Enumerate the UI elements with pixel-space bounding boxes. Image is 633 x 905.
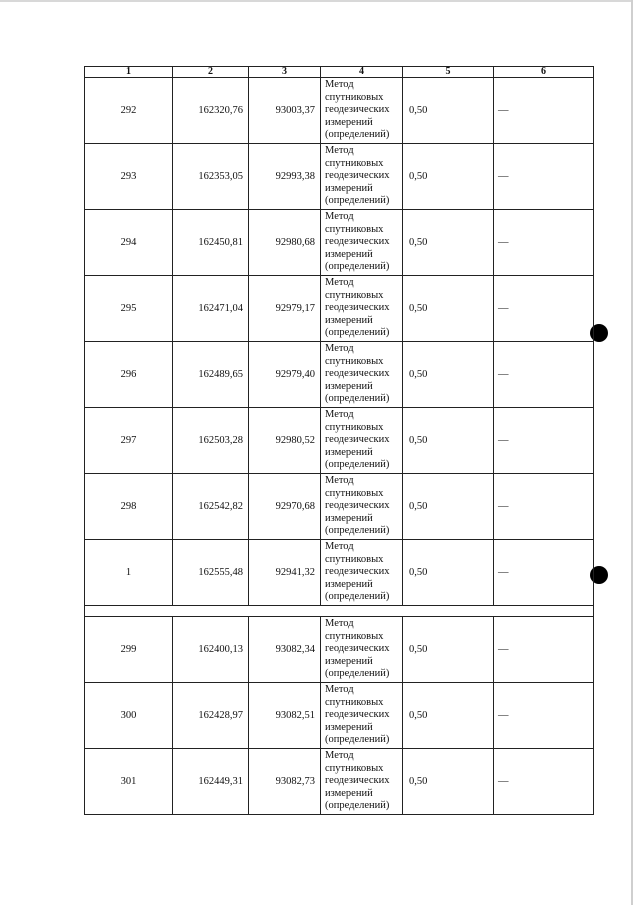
accuracy-cell: 0,50 (403, 749, 494, 815)
point-number-cell: 296 (85, 342, 173, 408)
table-row (85, 342, 594, 408)
coordinate-y-cell: 92980,52 (249, 408, 321, 474)
coordinate-x-cell: 162320,76 (173, 78, 249, 144)
note-cell: — (494, 408, 594, 474)
method-text: Метод спутниковых геодезических измерений (определений) (325, 475, 390, 537)
method-text: Метод спутниковых геодезических измерений (определений) (325, 145, 390, 207)
coordinate-y-cell: 92979,40 (249, 342, 321, 408)
table-row (85, 408, 594, 474)
coordinates-table (84, 66, 594, 815)
table-header-row (85, 67, 594, 78)
method-cell (321, 617, 403, 683)
method-text: Метод спутниковых геодезических измерений (определений) (325, 277, 390, 339)
method-text: Метод спутниковых геодезических измерений (определений) (325, 409, 390, 471)
column-header: 2 (173, 67, 249, 78)
note-cell: — (494, 749, 594, 815)
point-number-cell: 299 (85, 617, 173, 683)
note-cell: — (494, 474, 594, 540)
method-cell (321, 683, 403, 749)
accuracy-cell: 0,50 (403, 683, 494, 749)
method-cell (321, 474, 403, 540)
note-cell: — (494, 540, 594, 606)
table-row (85, 276, 594, 342)
note-cell: — (494, 144, 594, 210)
point-number-cell: 295 (85, 276, 173, 342)
method-cell (321, 144, 403, 210)
coordinate-y-cell: 92941,32 (249, 540, 321, 606)
note-cell: — (494, 276, 594, 342)
coordinate-x-cell: 162503,28 (173, 408, 249, 474)
method-text: Метод спутниковых геодезических измерений (определений) (325, 211, 390, 273)
method-cell (321, 540, 403, 606)
coordinate-x-cell: 162471,04 (173, 276, 249, 342)
method-cell (321, 210, 403, 276)
group-separator-row (85, 606, 594, 617)
coordinate-y-cell: 93082,73 (249, 749, 321, 815)
coordinate-x-cell: 162400,13 (173, 617, 249, 683)
method-text: Метод спутниковых геодезических измерений (определений) (325, 79, 390, 141)
coordinate-x-cell: 162542,82 (173, 474, 249, 540)
accuracy-cell: 0,50 (403, 276, 494, 342)
coordinate-y-cell: 92993,38 (249, 144, 321, 210)
accuracy-cell: 0,50 (403, 144, 494, 210)
coordinate-y-cell: 93003,37 (249, 78, 321, 144)
method-text: Метод спутниковых геодезических измерений (определений) (325, 750, 390, 812)
method-text: Метод спутниковых геодезических измерений (определений) (325, 684, 390, 746)
point-number-cell: 292 (85, 78, 173, 144)
accuracy-cell: 0,50 (403, 210, 494, 276)
coordinate-y-cell: 93082,51 (249, 683, 321, 749)
accuracy-cell: 0,50 (403, 617, 494, 683)
method-cell (321, 408, 403, 474)
column-header: 1 (85, 67, 173, 78)
table-row (85, 540, 594, 606)
method-cell (321, 78, 403, 144)
column-header: 3 (249, 67, 321, 78)
accuracy-cell: 0,50 (403, 408, 494, 474)
method-cell (321, 276, 403, 342)
note-cell: — (494, 78, 594, 144)
point-number-cell: 298 (85, 474, 173, 540)
note-cell: — (494, 683, 594, 749)
coordinate-x-cell: 162449,31 (173, 749, 249, 815)
accuracy-cell: 0,50 (403, 540, 494, 606)
method-text: Метод спутниковых геодезических измерений (определений) (325, 541, 390, 603)
coordinate-x-cell: 162489,65 (173, 342, 249, 408)
point-number-cell: 294 (85, 210, 173, 276)
accuracy-cell: 0,50 (403, 78, 494, 144)
coordinate-y-cell: 93082,34 (249, 617, 321, 683)
coordinate-x-cell: 162428,97 (173, 683, 249, 749)
coordinate-x-cell: 162555,48 (173, 540, 249, 606)
coordinate-y-cell: 92970,68 (249, 474, 321, 540)
table-row (85, 749, 594, 815)
coordinate-x-cell: 162450,81 (173, 210, 249, 276)
point-number-cell: 300 (85, 683, 173, 749)
accuracy-cell: 0,50 (403, 474, 494, 540)
method-cell (321, 342, 403, 408)
coordinate-y-cell: 92980,68 (249, 210, 321, 276)
separator-cell (85, 606, 594, 617)
table-row (85, 78, 594, 144)
note-cell: — (494, 342, 594, 408)
column-header: 5 (403, 67, 494, 78)
column-header: 6 (494, 67, 594, 78)
table-row (85, 617, 594, 683)
table-row (85, 474, 594, 540)
point-number-cell: 297 (85, 408, 173, 474)
scan-edge-top (0, 0, 633, 2)
column-header: 4 (321, 67, 403, 78)
point-number-cell: 1 (85, 540, 173, 606)
table-row (85, 210, 594, 276)
method-text: Метод спутниковых геодезических измерений (определений) (325, 343, 390, 405)
note-cell: — (494, 210, 594, 276)
method-cell (321, 749, 403, 815)
point-number-cell: 293 (85, 144, 173, 210)
point-number-cell: 301 (85, 749, 173, 815)
table-row (85, 683, 594, 749)
note-cell: — (494, 617, 594, 683)
coordinate-x-cell: 162353,05 (173, 144, 249, 210)
method-text: Метод спутниковых геодезических измерений (определений) (325, 618, 390, 680)
accuracy-cell: 0,50 (403, 342, 494, 408)
table-row (85, 144, 594, 210)
coordinate-y-cell: 92979,17 (249, 276, 321, 342)
